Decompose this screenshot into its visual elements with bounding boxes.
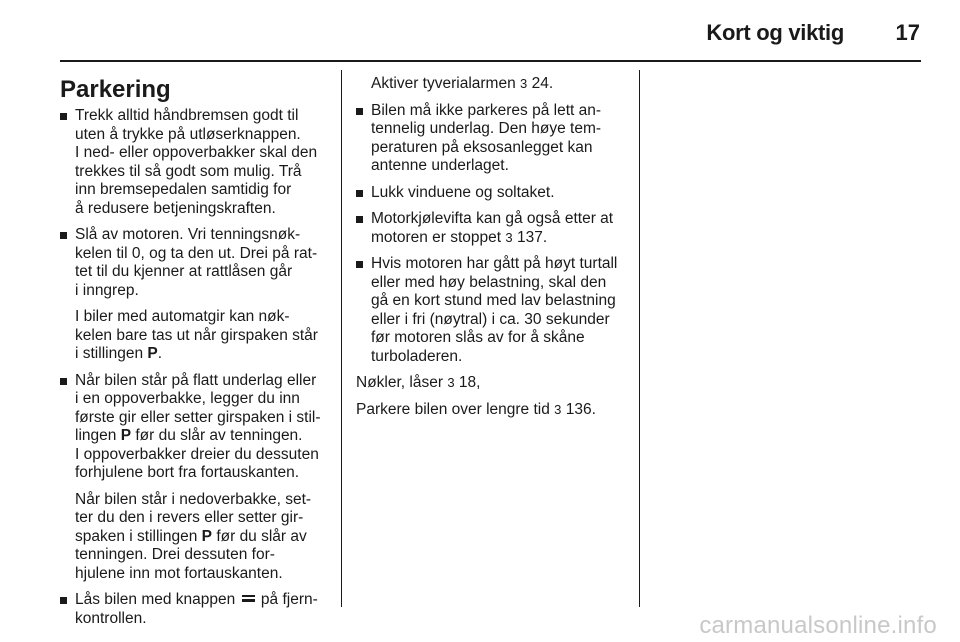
text-line: trekkes til så godt som mulig. Trå [75,162,302,180]
paragraph [371,102,630,176]
text-line: kelen bare tas ut når girspaken står [75,326,318,344]
text-line: uten å trykke på utløserknappen. [75,125,301,143]
text-run: i stillingen [75,345,148,362]
text-line: I oppoverbakker dreier du dessuten [75,445,319,463]
page-reference: 136. [565,400,596,418]
text-line: Når bilen står på flatt underlag eller [75,371,317,389]
text-line: hjulene inn mot fortauskanten. [75,564,283,582]
bullet-square-icon [60,597,67,604]
paragraph [75,107,332,218]
list-item [356,255,630,366]
text-line: I biler med automatgir kan nøk- [75,308,290,325]
paragraph [75,308,332,364]
text-run: motoren er stoppet [371,228,502,246]
list-item [356,102,630,176]
text-line: antenne underlaget. [371,157,509,174]
gear-position-p: P [120,427,132,444]
list-item [356,184,630,203]
text-line: tet til du kjenner at rattlåsen går [75,263,293,280]
text-line: før motoren slås av for å skåne [371,329,585,346]
text-line: tenningen. Drei dessuten for- [75,546,275,563]
text-line: eller i fri (nøytral) i ca. 30 sekunder [371,310,610,328]
column-divider-right [639,70,640,607]
page-reference: 18, [458,374,481,391]
text-line: i inngrep. [75,281,139,299]
paragraph [356,75,630,94]
text-line: tennelig underlag. Den høye tem- [371,120,602,137]
bullet-square-icon [356,216,363,223]
header-title: Kort og viktig [706,20,844,45]
page-reference-icon: 3 [447,375,455,390]
text-run: Aktiver tyverialarmen [371,75,516,92]
paragraph [371,184,630,203]
list-item [60,591,332,628]
text-run: på fjern- [256,591,318,608]
text-line: Trekk alltid håndbremsen godt til [75,107,299,124]
text-line: Hvis motoren har gått på høyt turtall [371,255,618,272]
bullet-square-icon [356,261,363,268]
paragraph [75,226,332,300]
text-line: ter du den i revers eller setter gir- [75,509,304,526]
list-item [356,210,630,247]
text-run: Lås bilen med knappen [75,591,240,608]
text-line: Slå av motoren. Vri tenningsnøk- [75,226,301,243]
text-line: I ned- eller oppoverbakker skal den [75,144,318,161]
bullet-square-icon [60,113,67,120]
text-run: før du slår av tenningen. [131,427,303,444]
text-line: Motorkjølevifta kan gå også etter at [371,210,614,227]
page-reference: 137. [516,228,548,246]
text-line: peraturen på eksosanlegget kan [371,138,593,156]
text-line: eller med høy belastning, skal den [371,273,607,291]
header-rule [60,60,921,62]
page-number: 17 [895,20,920,45]
text-line: Lukk vinduene og soltaket. [371,183,555,201]
page-reference-icon: 3 [554,401,562,417]
text-line: forhjulene bort fra fortauskanten. [75,464,300,481]
text-line: kontrollen. [75,609,147,627]
text-run: . [157,345,163,362]
gear-position-p: P [201,527,213,545]
text-run: før du slår av [212,527,307,545]
paragraph [75,591,332,628]
bullet-square-icon [356,108,363,115]
text-line: Bilen må ikke parkeres på lett an- [371,101,602,119]
bullet-square-icon [356,190,363,197]
gear-position-p: P [147,345,158,362]
cross-reference [356,374,630,393]
text-line: gå en kort stund med lav belastning [371,292,616,309]
text-line: i en oppoverbakke, legger du inn [75,390,300,407]
column-divider-left [341,70,342,607]
page-reference: 24. [531,75,554,92]
paragraph [371,210,630,247]
text-run: lingen [75,427,121,444]
text-line: inn bremsepedalen samtidig for [75,181,292,198]
text-line: første gir eller setter girspaken i stil- [75,408,321,426]
text-run: spaken i stillingen [75,527,202,545]
text-line: turboladeren. [371,347,463,365]
column-1 [60,75,332,636]
paragraph [75,491,332,584]
text-line: å redusere betjeningskraften. [75,199,276,217]
page-reference-icon: 3 [520,76,528,91]
paragraph [75,372,332,483]
list-item [60,372,332,584]
paragraph [371,255,630,366]
lock-button-icon [242,595,255,602]
list-item [60,226,332,364]
text-line: kelen til 0, og ta den ut. Drei på rat- [75,244,318,262]
list-item [60,107,332,218]
page-reference-icon: 3 [505,229,513,245]
section-title: Parkering [60,76,171,103]
cross-reference [356,401,630,420]
text-run: Parkere bilen over lengre tid [356,400,550,418]
bullet-square-icon [60,378,67,385]
column-2 [356,75,630,427]
text-line: Når bilen står i nedoverbakke, set- [75,490,312,508]
watermark: carmanualsonline.info [699,612,937,639]
bullet-square-icon [60,232,67,239]
text-run: Nøkler, låser [356,374,443,391]
